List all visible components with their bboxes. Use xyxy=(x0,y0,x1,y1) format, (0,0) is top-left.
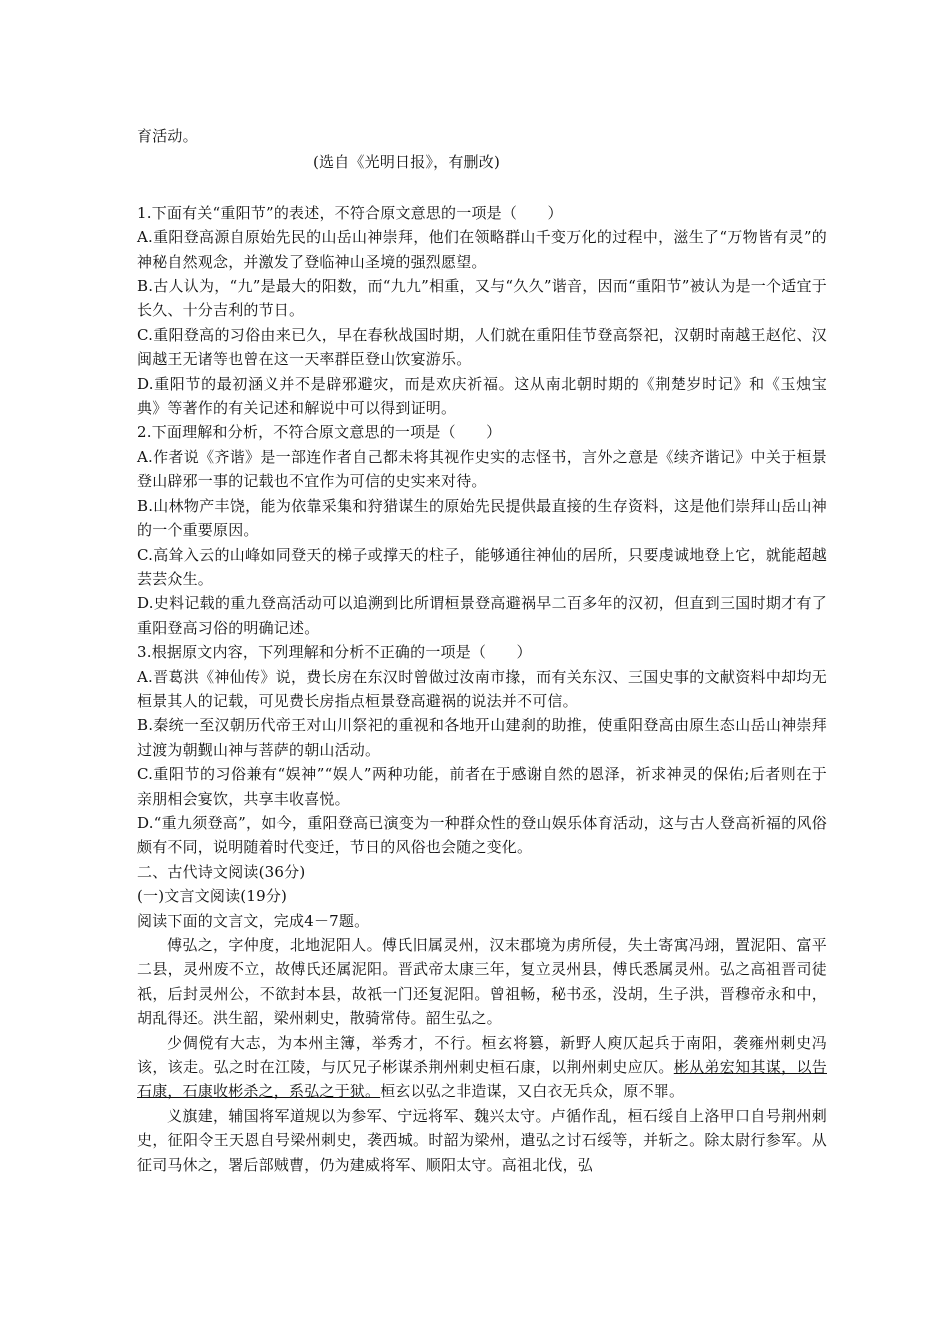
document-body xyxy=(137,124,827,1177)
question-1-option-d: D.重阳节的最初涵义并不是辟邪避灾，而是欢庆祈福。这从南北朝时期的《荆楚岁时记》和《玉烛宝典》等著作的有关记述和解说中可以得到证明。 xyxy=(137,374,827,418)
paragraph-2-text: 少倜傥有大志，为本州主簿，举秀才，不行。桓玄将篡，新野人庾仄起兵于南阳，袭雍州刺史冯该，该走。弘之时在江陵，与仄兄子彬谋杀荆州刺史桓石康，以荆州刺史应仄。 xyxy=(137,1033,827,1077)
question-3-stem: 3.根据原文内容，下列理解和分析不正确的一项是（ ） xyxy=(137,643,532,662)
question-3-option-a: A.晋葛洪《神仙传》说，费长房在东汉时曾做过汝南市掾，而有关东汉、三国史事的文献资料中却均无桓景其人的记载，可见费长房指点桓景登高避祸的说法并不可信。 xyxy=(137,667,827,710)
question-3-option-b: B.秦统一至汉朝历代帝王对山川祭祀的重视和各地开山建刹的助推，使重阳登高由原生态山岳山神崇拜过渡为朝觐山神与菩萨的朝山活动。 xyxy=(137,716,827,759)
underlined-sentence: 彬从弟宏知其谋，以告石康，石康收彬杀之，系弘之于狱。 xyxy=(137,1058,827,1101)
subsection-heading: (一)文言文阅读(19分) xyxy=(137,887,288,906)
question-1-option-b: B.古人认为，“九”是最大的阳数，而“九九”相重，又与“久久”谐音，因而“重阳节”被认为是一个适宜于长久、十分吉利的节日。 xyxy=(137,277,827,320)
question-2-option-b: B.山林物产丰饶，能为依靠采集和狩猎谋生的原始先民提供最直接的生存资料，这是他们崇拜山岳山神的一个重要原因。 xyxy=(137,496,827,540)
passage-paragraph-1: 傅弘之，字仲度，北地泥阳人。傅氏旧属灵州，汉末郡境为虏所侵，失土寄寓冯翊，置泥阳、富平二县，灵州废不立，故傅氏还属泥阳。晋武帝太康三年，复立灵州县，傅氏悉属灵州。弘之高祖晋司徒祇，后封灵州公，不欲封本县，故祇一门还复泥阳。曾祖畅，秘书丞，没胡，生子洪，晋穆帝永和中，胡乱得还。洪生韶，梁州刺史，散骑常侍。韶生弘之。 xyxy=(137,936,827,1028)
question-1-option-a: A.重阳登高源自原始先民的山岳山神崇拜，他们在领略群山千变万化的过程中，滋生了“万物皆有灵”的神秘自然观念，并激发了登临神山圣境的强烈愿望。 xyxy=(137,228,827,271)
section-heading: 二、古代诗文阅读(36分) xyxy=(137,862,306,881)
source-citation: (选自《光明日报》，有删改) xyxy=(313,153,501,172)
question-3-option-d: D.“重九须登高”，如今，重阳登高已演变为一种群众性的登山娱乐体育活动，这与古人登高祈福的风俗颇有不同，说明随着时代变迁，节日的风俗也会随之变化。 xyxy=(137,813,827,857)
question-2-option-d: D.史料记载的重九登高活动可以追溯到比所谓桓景登高避祸早二百多年的汉初，但直到三国时期才有了重阳登高习俗的明确记述。 xyxy=(137,594,827,637)
passage-paragraph-2 xyxy=(137,1031,827,1104)
question-2-stem: 2.下面理解和分析，不符合原文意思的一项是（ ） xyxy=(137,423,502,442)
spacer xyxy=(137,175,827,201)
passage-paragraph-3: 义旗建，辅国将军道规以为参军、宁远将军、魏兴太守。卢循作乱，桓石绥自上洛甲口自号荆州刺史，征阳令王天恩自号梁州刺史，袭西城。时韶为梁州，遣弘之讨石绥等，并斩之。除太尉行参军。从征司马休之，署后部贼曹，仍为建威将军、顺阳太守。高祖北伐，弘 xyxy=(137,1106,827,1174)
question-2-option-a: A.作者说《齐谐》是一部连作者自己都未将其视作史实的志怪书，言外之意是《续齐谐记》中关于桓景登山辟邪一事的记载也不宜作为可信的史实来对待。 xyxy=(137,447,827,491)
question-2-option-c: C.高耸入云的山峰如同登天的梯子或撑天的柱子，能够通往神仙的居所，只要虔诚地登上它，就能超越芸芸众生。 xyxy=(137,545,827,588)
question-1-option-c: C.重阳登高的习俗由来已久，早在春秋战国时期，人们就在重阳佳节登高祭祀，汉朝时南越王赵佗、汉闽越王无诸等也曾在这一天率群臣登山饮宴游乐。 xyxy=(137,325,827,369)
question-3-option-c: C.重阳节的习俗兼有“娱神”“娱人”两种功能，前者在于感谢自然的恩泽，祈求神灵的保佑;后者则在于亲朋相会宴饮，共享丰收喜悦。 xyxy=(137,765,827,808)
paragraph-2-text-end: 桓玄以弘之非造谋，又白衣无兵众，原不罪。 xyxy=(380,1082,685,1101)
intro-tail: 育活动。 xyxy=(137,127,198,145)
reading-instruction: 阅读下面的文言文，完成4－7题。 xyxy=(137,911,370,930)
question-1-stem: 1.下面有关“重阳节”的表述，不符合原文意思的一项是（ ） xyxy=(137,203,563,222)
